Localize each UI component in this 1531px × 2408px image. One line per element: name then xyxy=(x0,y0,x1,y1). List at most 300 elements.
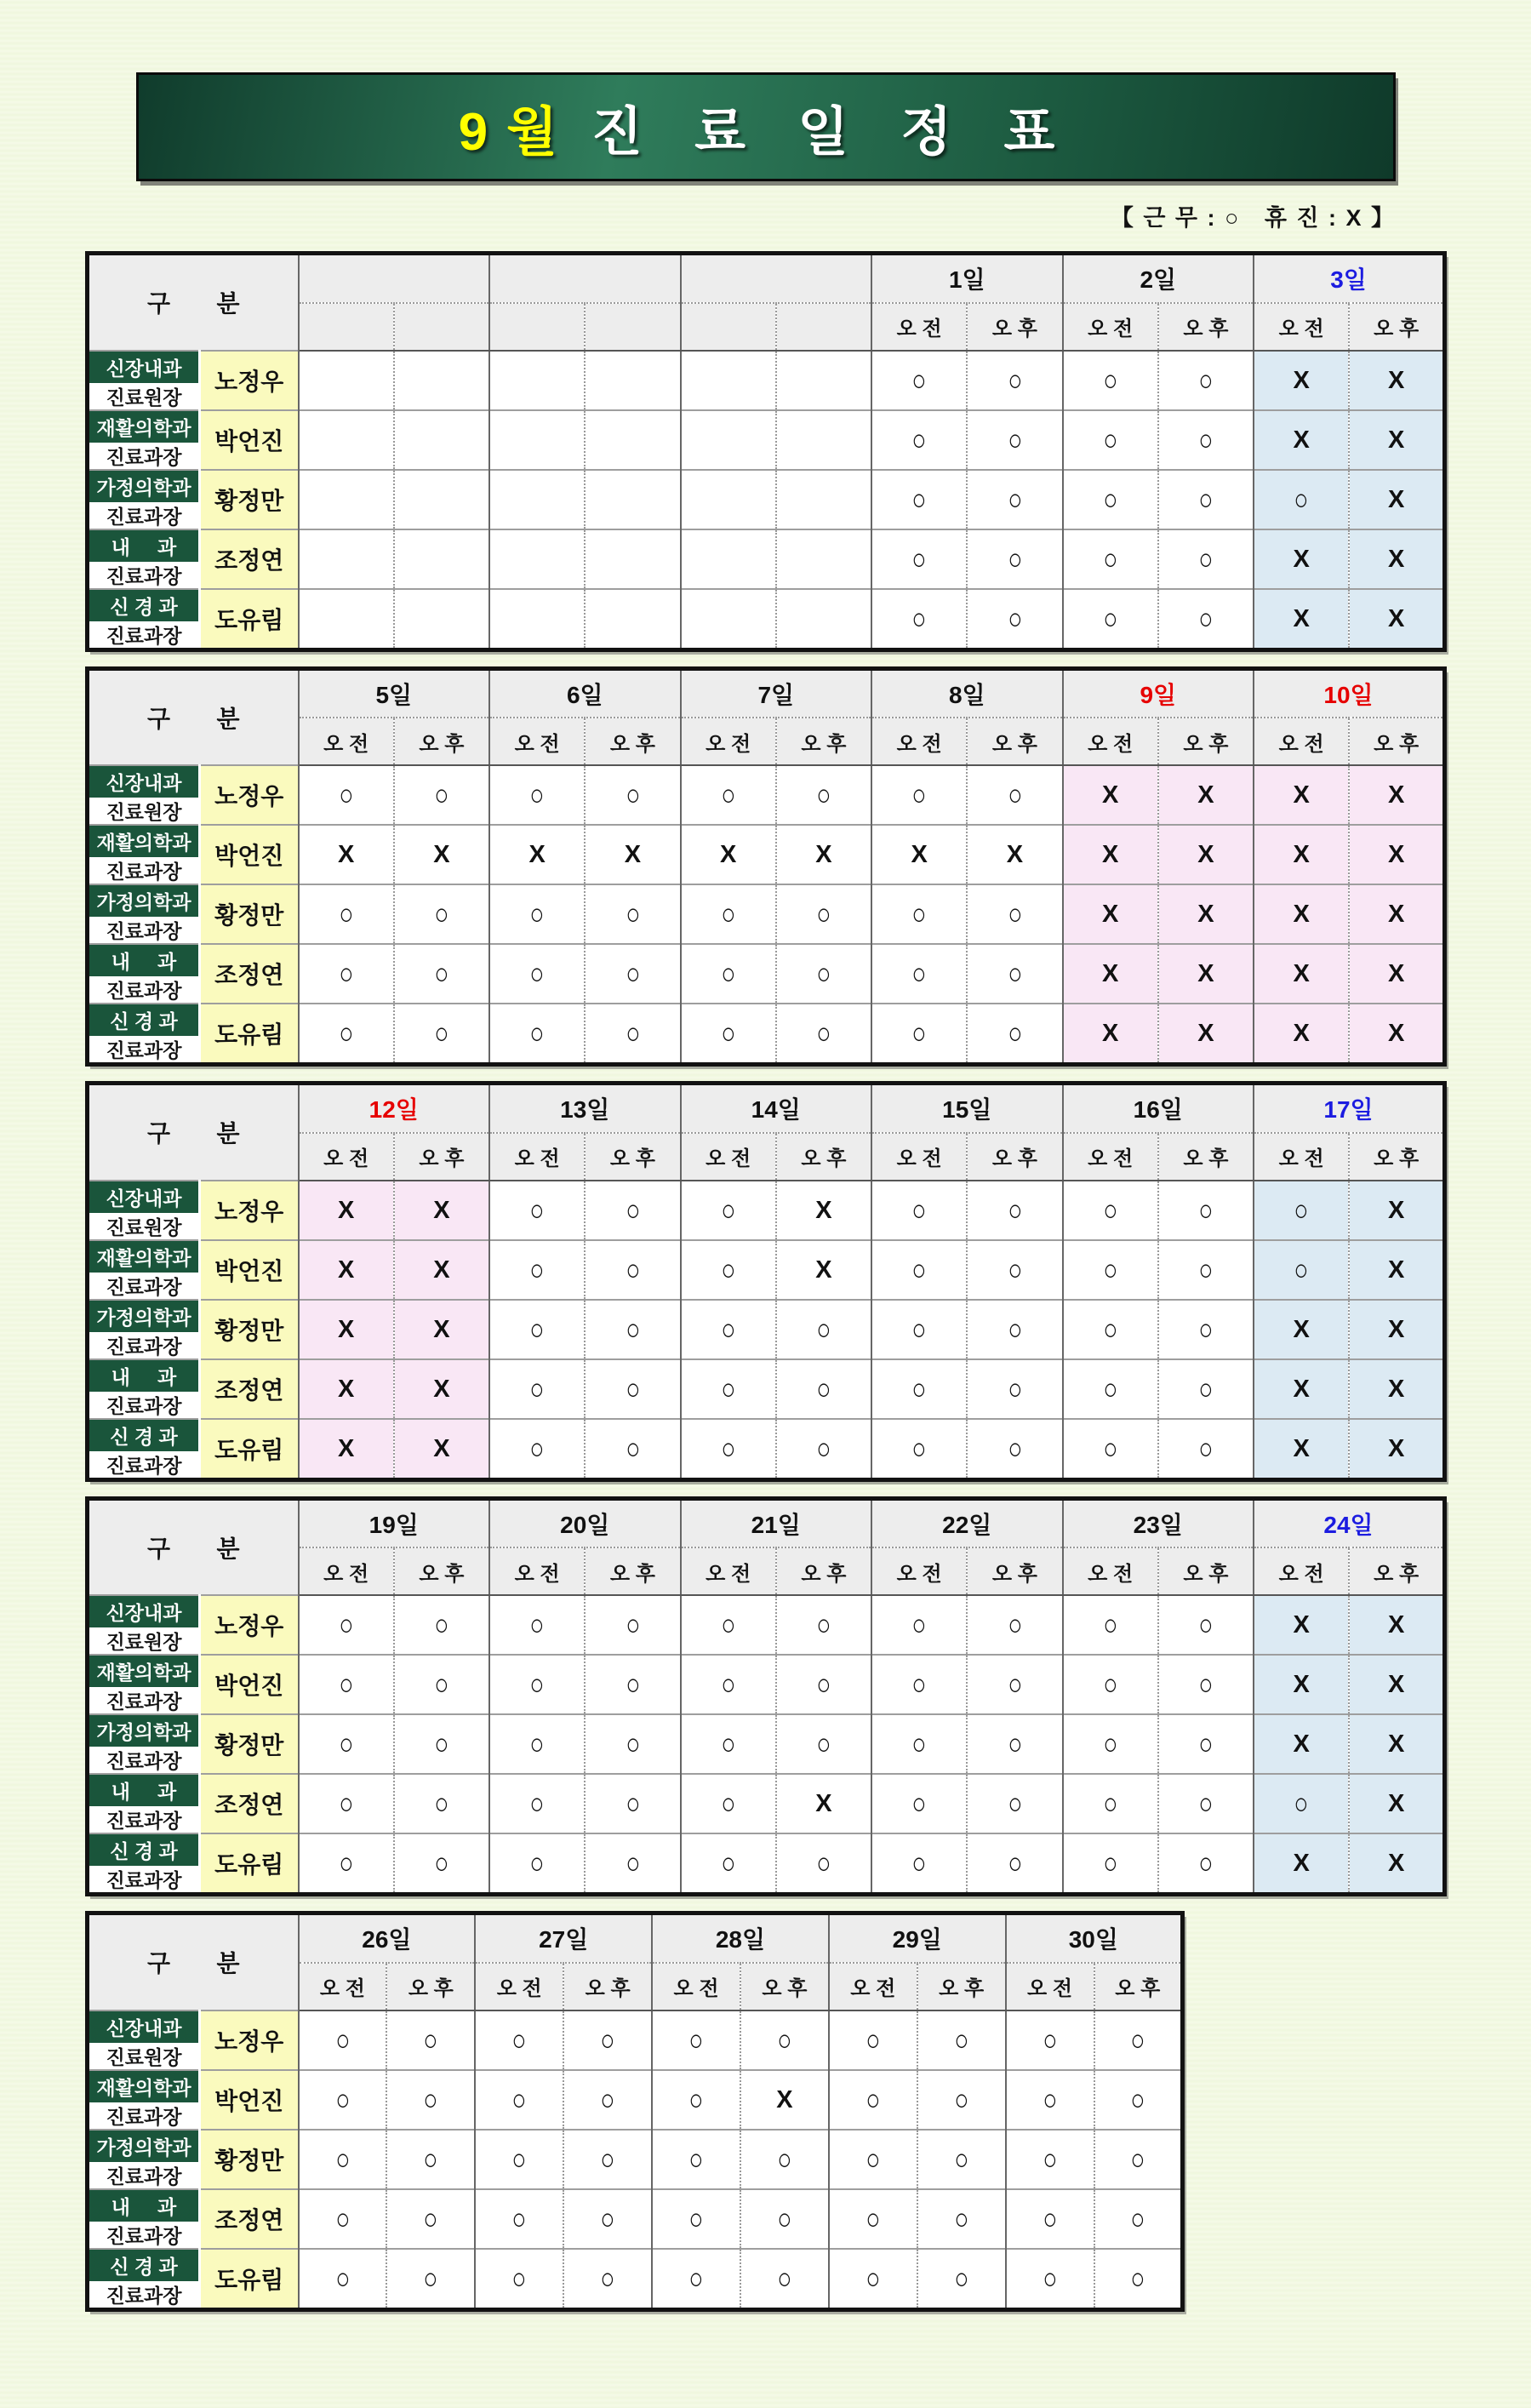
value-symbol: ○ xyxy=(339,956,354,991)
date-header xyxy=(652,1913,829,1963)
doctor-name: 박언진 xyxy=(200,2070,299,2130)
value-cell xyxy=(776,1181,871,1240)
value-symbol: ○ xyxy=(721,1667,736,1702)
date-label: 29일 xyxy=(892,1926,942,1953)
value-symbol: ○ xyxy=(625,1370,640,1406)
value-symbol: ○ xyxy=(721,1251,736,1287)
value-symbol: ○ xyxy=(1294,1786,1309,1821)
value-cell xyxy=(299,1181,394,1240)
schedule-block-1 xyxy=(85,251,1447,652)
dept-name: 가정의학과 xyxy=(89,1301,198,1332)
value-symbol: X xyxy=(1101,781,1119,809)
schedule-block-3 xyxy=(85,1081,1447,1482)
value-symbol: ○ xyxy=(423,2141,438,2176)
value-cell xyxy=(1158,1833,1254,1895)
value-symbol: ○ xyxy=(911,777,927,812)
value-cell xyxy=(1254,765,1349,825)
doctor-name: 노정우 xyxy=(200,351,299,410)
value-cell xyxy=(1063,1004,1158,1065)
value-cell xyxy=(299,1419,394,1480)
value-cell xyxy=(967,470,1062,529)
value-symbol: ○ xyxy=(911,1845,927,1880)
ampm-header-am: 오 전 xyxy=(1006,1963,1094,2010)
date-header xyxy=(489,1498,681,1547)
value-cell xyxy=(1158,1419,1254,1480)
value-symbol: ○ xyxy=(625,1607,640,1642)
value-cell xyxy=(681,1181,776,1240)
value-cell xyxy=(1349,1595,1444,1655)
value-cell xyxy=(1063,1714,1158,1774)
value-symbol: X xyxy=(1293,1020,1310,1047)
value-cell xyxy=(967,1300,1062,1359)
value-symbol: ○ xyxy=(1294,1192,1309,1227)
dept-title: 진료원장 xyxy=(89,383,198,409)
value-cell xyxy=(585,765,680,825)
value-cell xyxy=(1158,1004,1254,1065)
value-cell xyxy=(299,1595,394,1655)
value-cell xyxy=(1094,2010,1183,2070)
date-label: 13일 xyxy=(560,1096,610,1124)
ampm-header-pm: 오 후 xyxy=(585,1547,680,1595)
value-symbol: ○ xyxy=(911,1370,927,1406)
value-cell xyxy=(1349,1004,1444,1065)
value-symbol: X xyxy=(1387,1790,1405,1817)
value-symbol: ○ xyxy=(600,2200,615,2236)
ampm-header-am: 오 전 xyxy=(871,718,967,765)
value-cell xyxy=(1158,529,1254,589)
value-cell xyxy=(489,351,585,410)
value-symbol: X xyxy=(719,841,737,868)
value-cell xyxy=(1006,2189,1094,2249)
value-symbol: X xyxy=(1387,1850,1405,1877)
value-symbol: ○ xyxy=(1007,541,1022,576)
ampm-header-am: 오 전 xyxy=(489,1547,585,1595)
date-header xyxy=(1254,668,1445,718)
value-symbol: X xyxy=(337,841,355,868)
value-cell xyxy=(489,1774,585,1833)
value-symbol: ○ xyxy=(1103,1251,1118,1287)
value-symbol: ○ xyxy=(1007,1311,1022,1347)
value-cell xyxy=(1063,1774,1158,1833)
doctor-name: 노정우 xyxy=(200,2010,299,2070)
value-cell xyxy=(1254,1181,1349,1240)
date-header xyxy=(299,1913,476,1963)
ampm-header-am: 오 전 xyxy=(475,1963,563,2010)
value-symbol: ○ xyxy=(721,1370,736,1406)
value-cell xyxy=(394,884,489,944)
value-symbol: ○ xyxy=(911,896,927,931)
value-symbol: X xyxy=(815,1196,832,1224)
value-cell xyxy=(394,529,489,589)
table-row xyxy=(88,2010,1183,2070)
value-cell xyxy=(299,825,394,884)
gubun-header: 구 분 xyxy=(88,1498,299,1595)
value-cell xyxy=(299,944,394,1004)
value-symbol: X xyxy=(1387,1315,1405,1343)
value-symbol: ○ xyxy=(529,1667,545,1702)
date-label: 24일 xyxy=(1323,1511,1374,1538)
dept-cell xyxy=(88,2070,200,2130)
value-symbol: ○ xyxy=(1007,956,1022,991)
value-symbol: ○ xyxy=(625,1311,640,1347)
dept-title: 진료과장 xyxy=(89,621,198,648)
value-cell xyxy=(394,1655,489,1714)
value-symbol: X xyxy=(1293,841,1310,868)
value-symbol: ○ xyxy=(625,1726,640,1761)
value-symbol: ○ xyxy=(816,956,831,991)
value-cell xyxy=(1349,1655,1444,1714)
title-banner xyxy=(136,72,1396,181)
value-symbol: ○ xyxy=(1103,1607,1118,1642)
value-cell xyxy=(563,2189,652,2249)
doctor-name: 도유림 xyxy=(200,589,299,650)
table-row xyxy=(88,529,1445,589)
value-symbol: ○ xyxy=(1130,2200,1145,2236)
value-symbol: ○ xyxy=(777,2141,792,2176)
value-cell xyxy=(681,1300,776,1359)
value-symbol: X xyxy=(337,1196,355,1224)
value-symbol: X xyxy=(1387,426,1405,454)
value-symbol: X xyxy=(1101,960,1119,987)
dept-title: 진료원장 xyxy=(89,798,198,824)
value-cell xyxy=(1063,351,1158,410)
date-label: 26일 xyxy=(362,1926,412,1953)
value-symbol: ○ xyxy=(511,2200,527,2236)
ampm-header-pm: 오 후 xyxy=(967,303,1062,351)
value-cell xyxy=(871,1359,967,1419)
date-label: 22일 xyxy=(942,1511,992,1538)
schedule-table-3 xyxy=(85,1081,1447,1482)
value-cell xyxy=(1063,1655,1158,1714)
ampm-header-pm: 오 후 xyxy=(585,718,680,765)
value-symbol: X xyxy=(1293,901,1310,928)
value-cell xyxy=(967,529,1062,589)
dept-title: 진료과장 xyxy=(89,443,198,469)
date-header xyxy=(1063,1498,1254,1547)
value-symbol: ○ xyxy=(1103,600,1118,636)
value-symbol: ○ xyxy=(911,1251,927,1287)
table-row xyxy=(88,1714,1445,1774)
value-cell xyxy=(489,470,585,529)
value-symbol: ○ xyxy=(434,777,449,812)
value-symbol: ○ xyxy=(954,2200,969,2236)
value-cell xyxy=(489,1595,585,1655)
value-symbol: ○ xyxy=(865,2081,881,2117)
value-symbol: X xyxy=(433,1315,450,1343)
value-symbol: ○ xyxy=(529,1607,545,1642)
value-symbol: X xyxy=(433,1434,450,1462)
date-header xyxy=(489,254,681,303)
value-symbol: X xyxy=(1293,960,1310,987)
value-symbol: ○ xyxy=(1198,1192,1214,1227)
value-symbol: ○ xyxy=(1007,1015,1022,1050)
value-symbol: ○ xyxy=(529,956,545,991)
date-header xyxy=(1063,254,1254,303)
value-cell xyxy=(489,944,585,1004)
value-symbol: ○ xyxy=(600,2260,615,2296)
value-symbol: ○ xyxy=(334,2022,350,2057)
value-cell xyxy=(585,1181,680,1240)
value-symbol: ○ xyxy=(1198,1786,1214,1821)
value-symbol: ○ xyxy=(1043,2260,1058,2296)
value-cell xyxy=(967,1181,1062,1240)
dept-cell xyxy=(88,589,200,650)
value-symbol: ○ xyxy=(911,541,927,576)
doctor-name: 조정연 xyxy=(200,2189,299,2249)
doctor-name: 노정우 xyxy=(200,765,299,825)
value-cell xyxy=(489,1714,585,1774)
ampm-header-am: 오 전 xyxy=(1254,303,1349,351)
value-symbol: ○ xyxy=(1103,1430,1118,1466)
value-symbol: ○ xyxy=(434,1607,449,1642)
value-symbol: ○ xyxy=(865,2260,881,2296)
value-cell xyxy=(871,1004,967,1065)
value-symbol: ○ xyxy=(339,896,354,931)
dept-name: 내 과 xyxy=(89,1775,198,1806)
value-symbol: ○ xyxy=(911,1311,927,1347)
value-symbol: ○ xyxy=(339,777,354,812)
value-cell xyxy=(489,825,585,884)
value-symbol: ○ xyxy=(1103,1370,1118,1406)
ampm-header-pm: 오 후 xyxy=(740,1963,829,2010)
table-row xyxy=(88,944,1445,1004)
date-header xyxy=(1254,1084,1445,1133)
value-symbol: ○ xyxy=(1103,1845,1118,1880)
value-symbol: ○ xyxy=(911,362,927,398)
value-symbol: X xyxy=(1387,1375,1405,1403)
value-cell xyxy=(1349,944,1444,1004)
value-cell xyxy=(1063,410,1158,470)
value-symbol: ○ xyxy=(721,1192,736,1227)
value-cell xyxy=(489,765,585,825)
title-text: 진 료 일 정 표 xyxy=(591,102,1074,162)
value-cell xyxy=(394,1300,489,1359)
value-symbol: ○ xyxy=(688,2022,704,2057)
value-cell xyxy=(740,2010,829,2070)
doctor-name: 황정만 xyxy=(200,1714,299,1774)
date-header xyxy=(299,1498,490,1547)
dept-name: 가정의학과 xyxy=(89,2131,198,2162)
value-cell xyxy=(299,1240,394,1300)
doctor-name: 도유림 xyxy=(200,1833,299,1895)
ampm-header-am: 오 전 xyxy=(871,1133,967,1181)
value-cell xyxy=(967,825,1062,884)
dept-name: 신 경 과 xyxy=(89,1420,198,1451)
value-symbol: ○ xyxy=(1007,777,1022,812)
value-symbol: ○ xyxy=(625,1786,640,1821)
table-row xyxy=(88,884,1445,944)
value-cell xyxy=(1254,1655,1349,1714)
dept-title: 진료과장 xyxy=(89,1036,198,1062)
ampm-header-am: 오 전 xyxy=(871,303,967,351)
ampm-header-pm: 오 후 xyxy=(1158,303,1254,351)
value-cell xyxy=(475,2010,563,2070)
ampm-header-pm: 오 후 xyxy=(917,1963,1006,2010)
value-cell xyxy=(776,351,871,410)
dept-name: 신장내과 xyxy=(89,1181,198,1213)
table-row xyxy=(88,351,1445,410)
value-cell xyxy=(871,470,967,529)
value-cell xyxy=(967,765,1062,825)
value-cell xyxy=(871,1419,967,1480)
value-cell xyxy=(299,1714,394,1774)
table-row xyxy=(88,825,1445,884)
value-symbol: ○ xyxy=(434,1845,449,1880)
ampm-header-pm xyxy=(776,303,871,351)
value-symbol: ○ xyxy=(1043,2081,1058,2117)
value-cell xyxy=(1158,884,1254,944)
value-symbol: X xyxy=(433,1196,450,1224)
dept-title: 진료과장 xyxy=(89,1273,198,1299)
value-symbol: ○ xyxy=(434,896,449,931)
value-cell xyxy=(585,944,680,1004)
title-month: 9월 xyxy=(458,102,576,162)
ampm-header-am: 오 전 xyxy=(681,1547,776,1595)
value-cell xyxy=(967,589,1062,650)
value-symbol: ○ xyxy=(1007,896,1022,931)
value-symbol: ○ xyxy=(423,2260,438,2296)
value-cell xyxy=(1158,1714,1254,1774)
doctor-name: 도유림 xyxy=(200,1004,299,1065)
value-symbol: ○ xyxy=(434,956,449,991)
table-row xyxy=(88,1181,1445,1240)
value-cell xyxy=(1254,1240,1349,1300)
value-cell xyxy=(681,1655,776,1714)
value-symbol: ○ xyxy=(1103,1667,1118,1702)
value-cell xyxy=(394,1419,489,1480)
value-cell xyxy=(585,410,680,470)
doctor-name: 조정연 xyxy=(200,1774,299,1833)
date-label: 1일 xyxy=(948,266,985,294)
value-symbol: X xyxy=(1387,1196,1405,1224)
date-header xyxy=(681,1498,872,1547)
date-label: 15일 xyxy=(942,1096,992,1124)
value-symbol: ○ xyxy=(1007,421,1022,457)
gubun-header: 구 분 xyxy=(88,254,299,351)
value-symbol: ○ xyxy=(1007,600,1022,636)
value-symbol: ○ xyxy=(625,1845,640,1880)
value-cell xyxy=(967,1359,1062,1419)
value-cell xyxy=(652,2249,740,2310)
value-symbol: X xyxy=(1101,901,1119,928)
value-symbol: ○ xyxy=(911,1430,927,1466)
table-row xyxy=(88,1595,1445,1655)
ampm-header-pm: 오 후 xyxy=(776,1133,871,1181)
value-cell xyxy=(1158,1300,1254,1359)
value-cell xyxy=(1063,765,1158,825)
value-cell xyxy=(585,1833,680,1895)
value-symbol: X xyxy=(1387,485,1405,513)
dept-title: 진료과장 xyxy=(89,2162,198,2188)
value-symbol: ○ xyxy=(1007,1192,1022,1227)
value-symbol: ○ xyxy=(1007,1370,1022,1406)
value-symbol: X xyxy=(337,1375,355,1403)
value-symbol: X xyxy=(911,841,928,868)
value-cell xyxy=(776,529,871,589)
date-header xyxy=(299,1084,490,1133)
table-row xyxy=(88,2189,1183,2249)
date-label: 30일 xyxy=(1068,1926,1118,1953)
value-cell xyxy=(394,1595,489,1655)
value-symbol: ○ xyxy=(911,1726,927,1761)
value-cell xyxy=(1063,944,1158,1004)
value-cell xyxy=(585,1774,680,1833)
value-symbol: ○ xyxy=(954,2081,969,2117)
value-symbol: ○ xyxy=(529,1015,545,1050)
value-cell xyxy=(917,2130,1006,2189)
value-cell xyxy=(299,2249,387,2310)
value-cell xyxy=(776,1714,871,1774)
value-cell xyxy=(299,470,394,529)
value-symbol: ○ xyxy=(1007,1786,1022,1821)
date-label: 20일 xyxy=(560,1511,610,1538)
dept-cell xyxy=(88,2010,200,2070)
value-symbol: X xyxy=(1387,1671,1405,1698)
value-symbol: ○ xyxy=(1043,2200,1058,2236)
value-cell xyxy=(917,2189,1006,2249)
value-cell xyxy=(563,2070,652,2130)
value-symbol: ○ xyxy=(529,896,545,931)
dept-title: 진료과장 xyxy=(89,1451,198,1478)
dept-cell xyxy=(88,351,200,410)
value-symbol: ○ xyxy=(1130,2260,1145,2296)
date-header xyxy=(829,1913,1006,1963)
dept-cell xyxy=(88,1181,200,1240)
value-cell xyxy=(1158,1359,1254,1419)
dept-cell xyxy=(88,1004,200,1065)
schedule-block-2 xyxy=(85,666,1447,1067)
doctor-name: 박언진 xyxy=(200,1240,299,1300)
value-symbol: ○ xyxy=(721,1786,736,1821)
value-symbol: ○ xyxy=(911,956,927,991)
ampm-header-pm: 오 후 xyxy=(776,718,871,765)
value-symbol: X xyxy=(433,841,450,868)
value-symbol: ○ xyxy=(777,2200,792,2236)
table-row xyxy=(88,765,1445,825)
value-cell xyxy=(917,2249,1006,2310)
date-label: 8일 xyxy=(948,681,985,708)
value-cell xyxy=(1349,470,1444,529)
dept-name: 내 과 xyxy=(89,2190,198,2222)
value-cell xyxy=(1254,825,1349,884)
value-cell xyxy=(563,2130,652,2189)
value-symbol: ○ xyxy=(511,2260,527,2296)
value-cell xyxy=(776,765,871,825)
value-cell xyxy=(1349,1833,1444,1895)
ampm-header-am: 오 전 xyxy=(1254,1133,1349,1181)
value-cell xyxy=(776,1595,871,1655)
ampm-header-am: 오 전 xyxy=(1063,1547,1158,1595)
value-cell xyxy=(1063,1359,1158,1419)
value-symbol: X xyxy=(1197,1020,1214,1047)
value-cell xyxy=(489,1004,585,1065)
date-header xyxy=(1254,1498,1445,1547)
schedule-block-5 xyxy=(85,1911,1447,2312)
date-label: 21일 xyxy=(751,1511,801,1538)
value-cell xyxy=(1254,1419,1349,1480)
value-cell xyxy=(1063,825,1158,884)
value-cell xyxy=(1063,1419,1158,1480)
value-cell xyxy=(681,1004,776,1065)
dept-title: 진료과장 xyxy=(89,1332,198,1358)
value-cell xyxy=(681,1240,776,1300)
date-header xyxy=(681,668,872,718)
table-row xyxy=(88,470,1445,529)
value-cell xyxy=(829,2189,917,2249)
value-cell xyxy=(871,410,967,470)
value-cell xyxy=(1158,351,1254,410)
value-cell xyxy=(681,1833,776,1895)
